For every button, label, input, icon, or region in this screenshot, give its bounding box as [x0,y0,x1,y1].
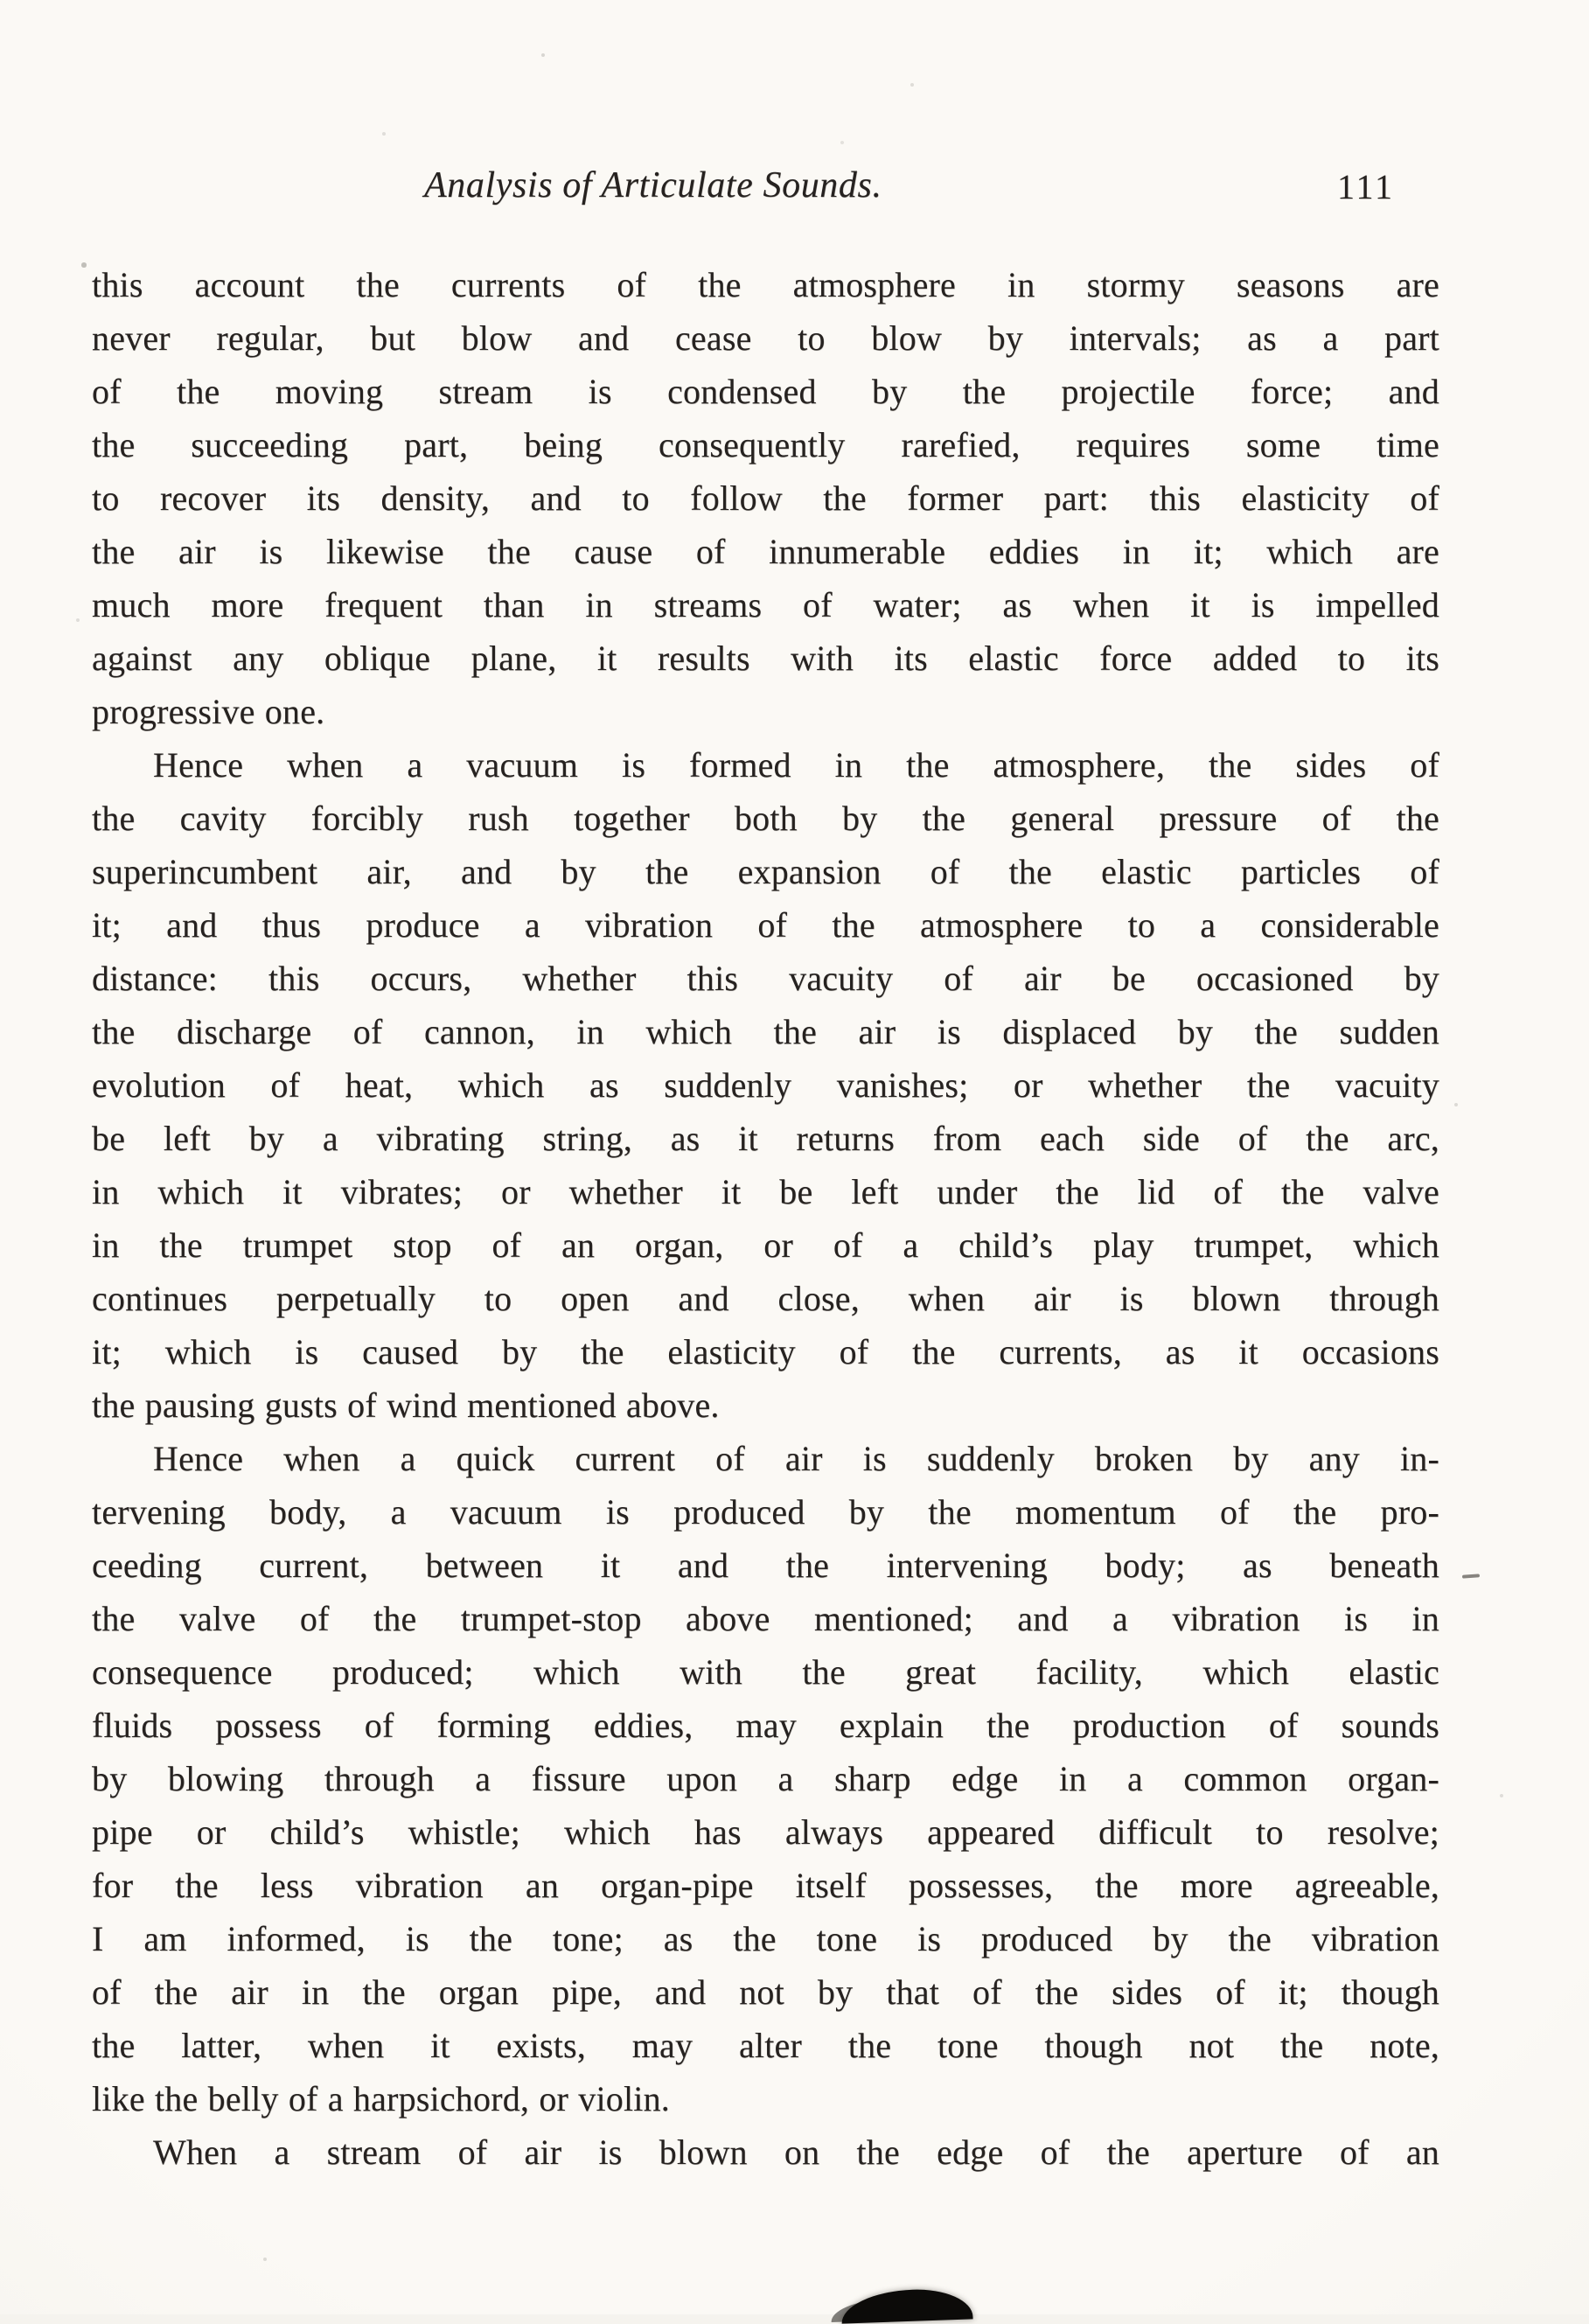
text-line: it; which is caused by the elasticity of the currents, as it occasions [92,1332,1439,1371]
paragraph-4 [92,2125,1439,2179]
text-line: tervening body, a vacuum is produced by the momentum of the pro- [92,1492,1439,1532]
text-line: the latter, when it exists, may alter the tone though not the note, [92,2026,1439,2065]
text-line: pipe or child’s whistle; which has always appeared difficult to resolve; [92,1812,1439,1852]
text-line: I am informed, is the tone; as the tone is produced by the vibration [92,1919,1439,1958]
text-line: it; and thus produce a vibration of the atmosphere to a considerable [92,905,1439,945]
text-line: against any oblique plane, it results with its elastic force added to its [92,639,1439,678]
text-line: When a stream of air is blown on the edge of the aperture of an [153,2132,1439,2172]
text-line: much more frequent than in streams of water; as when it is impelled [92,585,1439,625]
paragraph-1 [92,258,1439,738]
text-line: the valve of the trumpet-stop above mentioned; and a vibration is in [92,1599,1439,1638]
text-line: consequence produced; which with the great facility, which elastic [92,1652,1439,1692]
text-line: superincumbent air, and by the expansion of the elastic particles of [92,852,1439,891]
page-header [92,164,1439,217]
text-line: the pausing gusts of wind mentioned above. [92,1385,720,1425]
ink-smudge [840,2287,972,2323]
stray-ink-mark [1462,1574,1480,1578]
text-line: Hence when a quick current of air is suddenly broken by any in- [153,1439,1439,1478]
text-line: never regular, but blow and cease to blow by intervals; as a part [92,318,1439,358]
text-line: ceeding current, between it and the intervening body; as beneath [92,1546,1439,1585]
page-number: 111 [1336,167,1395,206]
text-line: the discharge of cannon, in which the air is displaced by the sudden [92,1012,1439,1051]
text-line: the succeeding part, being consequently rarefied, requires some time [92,425,1439,464]
text-line: be left by a vibrating string, as it returns from each side of the arc, [92,1119,1439,1158]
text-line: the air is likewise the cause of innumerable eddies in it; which are [92,532,1439,571]
text-line: like the belly of a harpsichord, or violin. [92,2079,670,2118]
text-line: progressive one. [92,692,325,731]
text-line: of the air in the organ pipe, and not by that of the sides of it; though [92,1972,1439,2012]
text-line: evolution of heat, which as suddenly vanishes; or whether the vacuity [92,1065,1439,1105]
running-title: Analysis of Articulate Sounds. [424,165,882,206]
text-line: in which it vibrates; or whether it be left under the lid of the valve [92,1172,1439,1211]
text-line: the cavity forcibly rush together both by the general pressure of the [92,799,1439,838]
text-line: to recover its density, and to follow the former part: this elasticity of [92,478,1439,518]
paragraph-2 [92,738,1439,1432]
text-line: distance: this occurs, whether this vacuity of air be occasioned by [92,959,1439,998]
page-body [92,258,1439,2179]
text-line: by blowing through a fissure upon a sharp edge in a common organ- [92,1759,1439,1798]
text-line: in the trumpet stop of an organ, or of a child’s play trumpet, which [92,1225,1439,1265]
text-line: continues perpetually to open and close, when air is blown through [92,1279,1439,1318]
text-line: fluids possess of forming eddies, may explain the production of sounds [92,1706,1439,1745]
text-line: of the moving stream is condensed by the projectile force; and [92,372,1439,411]
text-line: for the less vibration an organ-pipe itself possesses, the more agreeable, [92,1866,1439,1905]
scan-specks [0,0,2,2]
text-line: Hence when a vacuum is formed in the atmosphere, the sides of [153,745,1439,785]
text-line: this account the currents of the atmosphere in stormy seasons are [92,265,1439,304]
paragraph-3 [92,1432,1439,2125]
